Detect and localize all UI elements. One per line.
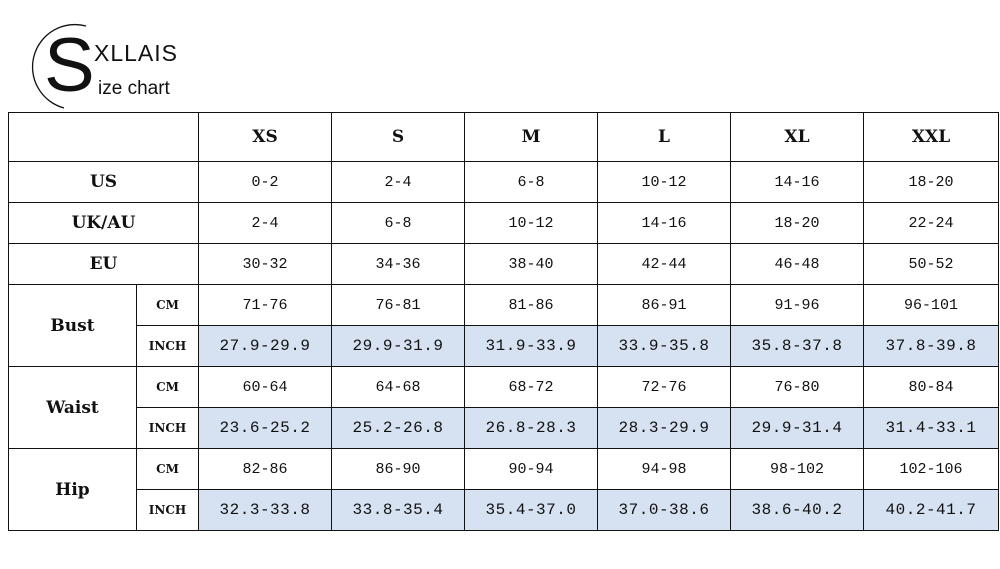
- row-label-waist: Waist: [9, 367, 137, 449]
- table-cell: 2-4: [199, 203, 332, 244]
- size-header-cell: M: [465, 113, 598, 162]
- unit-label-cm: CM: [137, 367, 199, 408]
- table-cell: 46-48: [731, 244, 864, 285]
- table-cell: 37.8-39.8: [864, 326, 999, 367]
- table-cell: 42-44: [598, 244, 731, 285]
- unit-label-inch: INCH: [137, 408, 199, 449]
- table-cell: 31.9-33.9: [465, 326, 598, 367]
- table-cell: 32.3-33.8: [199, 490, 332, 531]
- table-cell: 102-106: [864, 449, 999, 490]
- row-label-us: US: [9, 162, 199, 203]
- size-header-cell: XS: [199, 113, 332, 162]
- size-header-row: [9, 113, 999, 162]
- table-cell: 14-16: [731, 162, 864, 203]
- table-cell: 68-72: [465, 367, 598, 408]
- unit-label-cm: CM: [137, 285, 199, 326]
- header-corner-cell: [9, 113, 199, 162]
- brand-name: XLLAIS: [94, 40, 178, 66]
- size-header-cell: XXL: [864, 113, 999, 162]
- unit-label-inch: INCH: [137, 490, 199, 531]
- eu-row: [9, 244, 999, 285]
- table-cell: 64-68: [332, 367, 465, 408]
- table-cell: 76-80: [731, 367, 864, 408]
- table-cell: 14-16: [598, 203, 731, 244]
- table-cell: 34-36: [332, 244, 465, 285]
- size-header-cell: XL: [731, 113, 864, 162]
- table-cell: 86-91: [598, 285, 731, 326]
- table-cell: 82-86: [199, 449, 332, 490]
- table-cell: 26.8-28.3: [465, 408, 598, 449]
- bust-inch-row: [9, 326, 999, 367]
- table-cell: 71-76: [199, 285, 332, 326]
- chart-subtitle: ize chart: [98, 78, 170, 99]
- table-cell: 81-86: [465, 285, 598, 326]
- table-cell: 60-64: [199, 367, 332, 408]
- table-cell: 10-12: [465, 203, 598, 244]
- table-cell: 2-4: [332, 162, 465, 203]
- table-cell: 23.6-25.2: [199, 408, 332, 449]
- waist-inch-row: [9, 408, 999, 449]
- table-cell: 76-81: [332, 285, 465, 326]
- table-cell: 33.9-35.8: [598, 326, 731, 367]
- table-cell: 25.2-26.8: [332, 408, 465, 449]
- table-cell: 27.9-29.9: [199, 326, 332, 367]
- table-cell: 80-84: [864, 367, 999, 408]
- bust-cm-row: [9, 285, 999, 326]
- hip-cm-row: [9, 449, 999, 490]
- hip-inch-row: [9, 490, 999, 531]
- row-label-hip: Hip: [9, 449, 137, 531]
- table-cell: 18-20: [864, 162, 999, 203]
- unit-label-inch: INCH: [137, 326, 199, 367]
- table-cell: 28.3-29.9: [598, 408, 731, 449]
- table-cell: 29.9-31.4: [731, 408, 864, 449]
- brand-logo: [24, 22, 254, 108]
- table-cell: 31.4-33.1: [864, 408, 999, 449]
- table-cell: 72-76: [598, 367, 731, 408]
- row-label-eu: EU: [9, 244, 199, 285]
- table-cell: 29.9-31.9: [332, 326, 465, 367]
- table-cell: 33.8-35.4: [332, 490, 465, 531]
- table-cell: 50-52: [864, 244, 999, 285]
- uk-au-row: [9, 203, 999, 244]
- table-cell: 22-24: [864, 203, 999, 244]
- size-header-cell: L: [598, 113, 731, 162]
- row-label-uk-au: UK/AU: [9, 203, 199, 244]
- table-cell: 90-94: [465, 449, 598, 490]
- table-cell: 35.4-37.0: [465, 490, 598, 531]
- table-cell: 98-102: [731, 449, 864, 490]
- table-cell: 37.0-38.6: [598, 490, 731, 531]
- table-cell: 35.8-37.8: [731, 326, 864, 367]
- table-cell: 6-8: [465, 162, 598, 203]
- size-header-cell: S: [332, 113, 465, 162]
- table-cell: 94-98: [598, 449, 731, 490]
- unit-label-cm: CM: [137, 449, 199, 490]
- table-cell: 96-101: [864, 285, 999, 326]
- table-cell: 30-32: [199, 244, 332, 285]
- table-cell: 6-8: [332, 203, 465, 244]
- table-cell: 38-40: [465, 244, 598, 285]
- us-row: [9, 162, 999, 203]
- row-label-bust: Bust: [9, 285, 137, 367]
- table-cell: 40.2-41.7: [864, 490, 999, 531]
- size-table: [8, 112, 999, 531]
- table-cell: 86-90: [332, 449, 465, 490]
- table-cell: 38.6-40.2: [731, 490, 864, 531]
- table-cell: 0-2: [199, 162, 332, 203]
- waist-cm-row: [9, 367, 999, 408]
- table-cell: 10-12: [598, 162, 731, 203]
- logo-initial: S: [44, 23, 95, 108]
- table-cell: 91-96: [731, 285, 864, 326]
- table-cell: 18-20: [731, 203, 864, 244]
